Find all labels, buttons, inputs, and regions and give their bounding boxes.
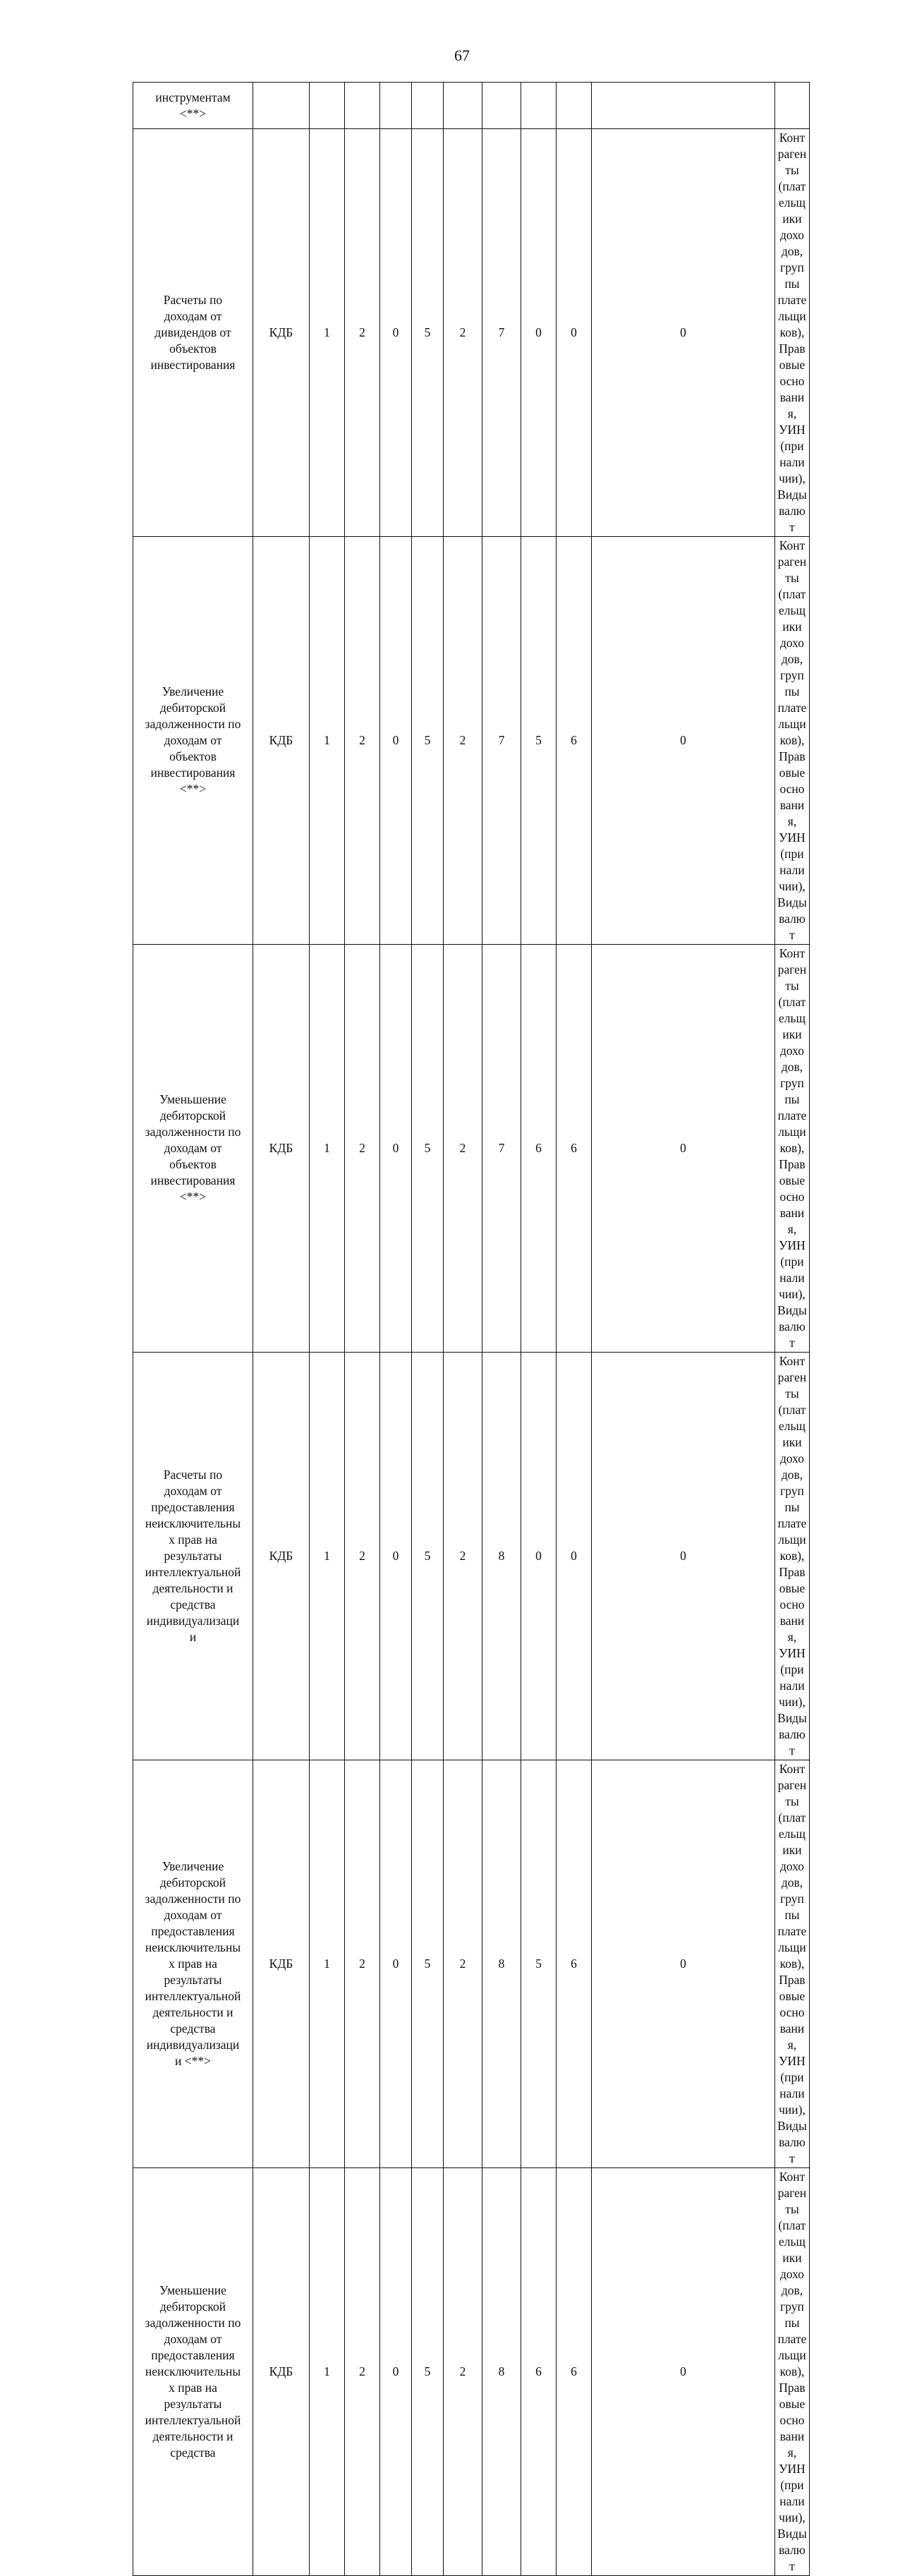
account-name-line: результаты: [164, 1549, 222, 1563]
code-digit-cell: 0: [380, 537, 412, 945]
code-digit-cell: 5: [412, 129, 444, 537]
analytics-cell: [775, 83, 810, 129]
analytics-line: наличии), Виды валют: [777, 455, 807, 534]
account-name-line: неисключительны: [145, 1516, 241, 1530]
account-name-line: результаты: [164, 1973, 222, 1987]
analytics-cell: [775, 129, 810, 537]
code-digit-cell: 8: [482, 1353, 521, 1760]
code-digit-cell: 5: [521, 537, 557, 945]
code-digit-cell: [521, 83, 557, 129]
analytics-line: наличии), Виды валют: [777, 863, 807, 942]
account-name-line: Увеличение: [162, 684, 224, 699]
analytics-cell: [775, 1760, 810, 2168]
analytics-line: Контрагенты (плательщики: [777, 946, 807, 1041]
code-digit-cell: [380, 83, 412, 129]
analytics-line: плательщиков), Правовые: [777, 1108, 807, 1187]
account-name-line: х прав на: [169, 1957, 217, 1971]
analytics-cell: [775, 2168, 810, 2576]
code-digit-cell: [557, 83, 592, 129]
code-digit-cell: [345, 83, 380, 129]
analytics-line: основания, УИН (при: [779, 2413, 806, 2492]
code-digit-cell: 7: [482, 129, 521, 537]
account-name-cell: [133, 1760, 253, 2168]
table-row: [133, 129, 810, 537]
account-name-line: х прав на: [169, 2381, 217, 2395]
analytics-line: Контрагенты (плательщики: [777, 1762, 807, 1857]
code-digit-cell: 5: [412, 2168, 444, 2576]
account-name-line: дебиторской: [159, 1108, 226, 1123]
analytics-line: доходов, группы: [779, 1859, 805, 1922]
analytics-line: наличии), Виды валют: [777, 2494, 807, 2573]
account-name-line: деятельности и: [152, 2005, 233, 2019]
code-digit-cell: 0: [592, 1353, 775, 1760]
code-digit-cell: 7: [482, 945, 521, 1353]
code-digit-cell: 5: [412, 1760, 444, 2168]
account-name-line: инвестирования: [150, 1173, 236, 1187]
code-digit-cell: 1: [310, 2168, 345, 2576]
accounting-analytics-table: [133, 82, 810, 2576]
code-digit-cell: 1: [310, 537, 345, 945]
analytics-line: основания, УИН (при: [779, 1190, 806, 1269]
account-name-line: интеллектуальной: [145, 1565, 241, 1579]
analytics-line: доходов, группы: [779, 636, 805, 699]
analytics-line: плательщиков), Правовые: [777, 701, 807, 780]
code-digit-cell: 1: [310, 1353, 345, 1760]
code-digit-cell: 0: [380, 1760, 412, 2168]
account-name-line: Уменьшение: [159, 2283, 226, 2297]
account-name-line: неисключительны: [145, 2364, 241, 2378]
table-row: [133, 83, 810, 129]
code-digit-cell: 6: [521, 2168, 557, 2576]
table-row: [133, 2168, 810, 2576]
code-digit-cell: 6: [521, 945, 557, 1353]
account-name-cell: [133, 1353, 253, 1760]
code-type-cell: КДБ: [253, 1760, 310, 2168]
code-type-cell: КДБ: [253, 945, 310, 1353]
analytics-line: плательщиков), Правовые: [777, 2332, 807, 2411]
code-digit-cell: 5: [412, 537, 444, 945]
code-digit-cell: [310, 83, 345, 129]
code-digit-cell: [482, 83, 521, 129]
account-name-line: <**>: [179, 106, 207, 121]
account-name-line: неисключительны: [145, 1940, 241, 1954]
account-name-cell: [133, 129, 253, 537]
account-name-line: предоставления: [151, 1500, 235, 1514]
code-digit-cell: 2: [345, 129, 380, 537]
account-name-line: дивидендов от: [154, 325, 231, 339]
analytics-line: доходов, группы: [779, 1044, 805, 1106]
code-digit-cell: 2: [345, 537, 380, 945]
account-name-line: доходам от: [164, 1484, 222, 1498]
code-digit-cell: 1: [310, 1760, 345, 2168]
account-name-line: индивидуализаци: [146, 2038, 240, 2052]
account-name-line: объектов: [169, 341, 217, 356]
account-name-line: средства: [170, 2021, 216, 2036]
account-name-cell: [133, 537, 253, 945]
account-name-line: дебиторской: [159, 1875, 226, 1889]
account-name-line: индивидуализаци: [146, 1614, 240, 1628]
code-digit-cell: 0: [380, 1353, 412, 1760]
account-name-line: х прав на: [169, 1532, 217, 1547]
account-name-line: Уменьшение: [159, 1092, 226, 1106]
account-name-line: дебиторской: [159, 2299, 226, 2314]
table-row: [133, 537, 810, 945]
code-type-cell: [253, 83, 310, 129]
table-body: [133, 83, 810, 2576]
account-name-line: объектов: [169, 749, 217, 763]
account-name-line: и <**>: [175, 2054, 211, 2068]
account-name-line: средства: [170, 2445, 216, 2460]
code-digit-cell: 6: [557, 2168, 592, 2576]
account-name-line: и: [189, 1630, 197, 1644]
code-digit-cell: 0: [557, 1353, 592, 1760]
code-digit-cell: 0: [380, 945, 412, 1353]
analytics-line: основания, УИН (при: [779, 782, 806, 861]
code-digit-cell: [592, 83, 775, 129]
code-digit-cell: 5: [412, 945, 444, 1353]
table-row: [133, 1760, 810, 2168]
analytics-line: доходов, группы: [779, 2267, 805, 2330]
code-digit-cell: 0: [592, 1760, 775, 2168]
account-name-line: задолженности по: [145, 2316, 241, 2330]
table-row: [133, 1353, 810, 1760]
analytics-line: плательщиков), Правовые: [777, 1924, 807, 2003]
code-digit-cell: 2: [444, 945, 482, 1353]
account-name-line: Расчеты по: [163, 293, 223, 307]
code-digit-cell: 0: [592, 537, 775, 945]
analytics-line: доходов, группы: [779, 228, 805, 291]
code-digit-cell: 0: [521, 129, 557, 537]
code-digit-cell: 0: [380, 2168, 412, 2576]
analytics-line: основания, УИН (при: [779, 1597, 806, 1676]
account-name-line: дебиторской: [159, 701, 226, 715]
code-digit-cell: 2: [345, 1353, 380, 1760]
code-digit-cell: 2: [444, 537, 482, 945]
account-name-line: деятельности и: [152, 2429, 233, 2443]
account-name-line: Увеличение: [162, 1859, 224, 1873]
account-name-line: предоставления: [151, 1924, 235, 1938]
account-name-line: результаты: [164, 2397, 222, 2411]
code-digit-cell: 0: [592, 945, 775, 1353]
account-name-line: <**>: [179, 1190, 207, 1204]
table-row: [133, 945, 810, 1353]
account-name-line: инвестирования: [150, 766, 236, 780]
code-digit-cell: 5: [521, 1760, 557, 2168]
account-name-cell: [133, 945, 253, 1353]
code-digit-cell: 2: [444, 129, 482, 537]
code-digit-cell: 2: [345, 1760, 380, 2168]
analytics-line: основания, УИН (при: [779, 2005, 806, 2084]
account-name-line: задолженности по: [145, 1892, 241, 1906]
code-digit-cell: 8: [482, 1760, 521, 2168]
account-name-line: предоставления: [151, 2348, 235, 2362]
account-name-line: задолженности по: [145, 717, 241, 731]
code-digit-cell: 2: [444, 1353, 482, 1760]
code-digit-cell: 7: [482, 537, 521, 945]
code-digit-cell: [412, 83, 444, 129]
code-digit-cell: 5: [412, 1353, 444, 1760]
account-name-line: деятельности и: [152, 1581, 233, 1595]
code-digit-cell: 0: [557, 129, 592, 537]
account-name-line: интеллектуальной: [145, 1989, 241, 2003]
account-name-line: доходам от: [164, 1908, 222, 1922]
code-type-cell: КДБ: [253, 2168, 310, 2576]
account-name-line: инструментам: [155, 90, 231, 104]
code-digit-cell: 2: [345, 945, 380, 1353]
analytics-line: плательщиков), Правовые: [777, 1516, 807, 1595]
code-type-cell: КДБ: [253, 537, 310, 945]
code-digit-cell: 0: [521, 1353, 557, 1760]
account-name-line: средства: [170, 1597, 216, 1611]
analytics-line: Контрагенты (плательщики: [777, 1354, 807, 1449]
analytics-line: Контрагенты (плательщики: [777, 538, 807, 634]
account-name-line: инвестирования: [150, 358, 236, 372]
analytics-cell: [775, 1353, 810, 1760]
code-digit-cell: 6: [557, 1760, 592, 2168]
analytics-line: Контрагенты (плательщики: [777, 2170, 807, 2265]
account-name-cell: [133, 83, 253, 129]
analytics-cell: [775, 537, 810, 945]
code-digit-cell: 2: [444, 1760, 482, 2168]
code-digit-cell: 0: [592, 2168, 775, 2576]
account-name-line: объектов: [169, 1157, 217, 1171]
account-name-line: задолженности по: [145, 1125, 241, 1139]
code-digit-cell: 1: [310, 945, 345, 1353]
account-name-line: Расчеты по: [163, 1468, 223, 1482]
analytics-line: доходов, группы: [779, 1451, 805, 1514]
code-digit-cell: 1: [310, 129, 345, 537]
code-type-cell: КДБ: [253, 129, 310, 537]
code-type-cell: КДБ: [253, 1353, 310, 1760]
code-digit-cell: [444, 83, 482, 129]
code-digit-cell: 0: [592, 129, 775, 537]
code-digit-cell: 2: [345, 2168, 380, 2576]
analytics-line: Контрагенты (плательщики: [777, 131, 807, 226]
code-digit-cell: 2: [444, 2168, 482, 2576]
code-digit-cell: 8: [482, 2168, 521, 2576]
account-name-cell: [133, 2168, 253, 2576]
account-name-line: доходам от: [164, 733, 222, 747]
account-name-line: доходам от: [164, 2332, 222, 2346]
analytics-line: наличии), Виды валют: [777, 1679, 807, 1758]
analytics-line: наличии), Виды валют: [777, 2086, 807, 2165]
account-name-line: <**>: [179, 782, 207, 796]
analytics-line: наличии), Виды валют: [777, 1271, 807, 1350]
code-digit-cell: 0: [380, 129, 412, 537]
account-name-line: интеллектуальной: [145, 2413, 241, 2427]
code-digit-cell: 6: [557, 945, 592, 1353]
code-digit-cell: 6: [557, 537, 592, 945]
page-number: 67: [454, 47, 470, 64]
analytics-cell: [775, 945, 810, 1353]
analytics-line: основания, УИН (при: [779, 374, 806, 453]
analytics-line: плательщиков), Правовые: [777, 293, 807, 372]
account-name-line: доходам от: [164, 309, 222, 323]
account-name-line: доходам от: [164, 1141, 222, 1155]
